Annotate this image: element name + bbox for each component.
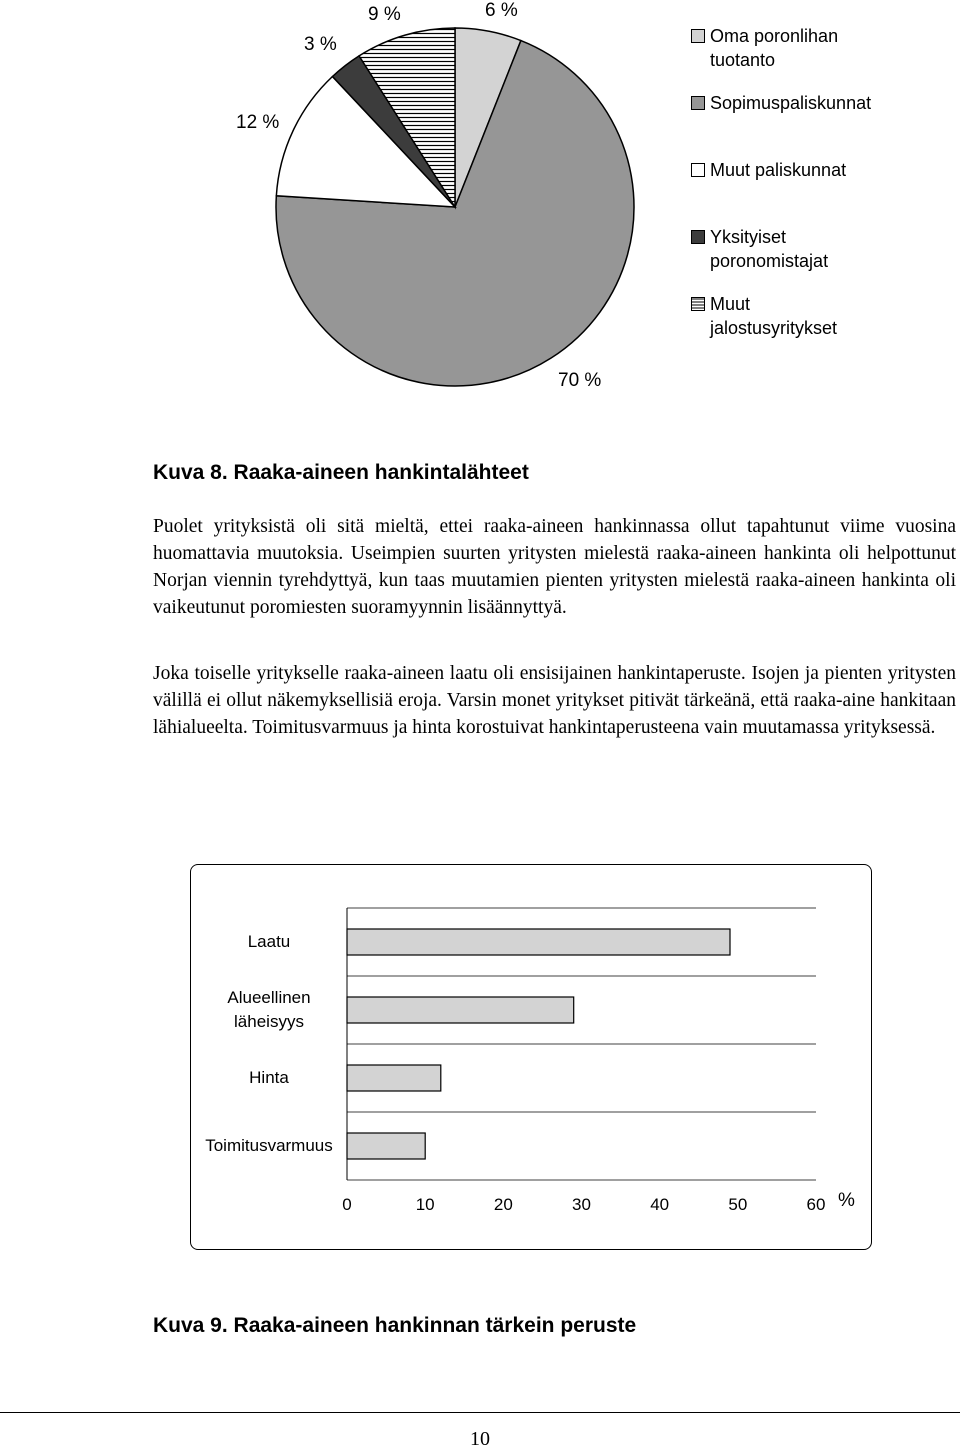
bar-category-label bbox=[199, 1134, 339, 1158]
pie-label-70: 70 % bbox=[558, 370, 602, 391]
figure-caption-9: Kuva 9. Raaka-aineen hankinnan tärkein peruste bbox=[153, 1314, 637, 1337]
bar-category-label-line: Alueellinen bbox=[227, 988, 311, 1007]
legend-label-line: Yksityiset bbox=[710, 227, 787, 247]
x-tick-label: 30 bbox=[572, 1195, 591, 1214]
bar-category-label bbox=[199, 1066, 339, 1090]
paragraph-2: Joka toiselle yritykselle raaka-aineen laatu oli ensisijainen hankintaperuste. Isojen ja pienten yritysten välillä ei ollut näkemyksellisiä eroja. Varsin monet yritykset pitivät tärkeänä, että raaka-aine hankitaan lähialueelta. Toimitusvarmuus ja hinta korostuivat hankintaperusteena vain muutamassa yrityksessä. bbox=[153, 663, 956, 738]
pie-label-3: 3 % bbox=[304, 34, 337, 55]
legend-item-yksityiset-poronomistajat bbox=[691, 225, 890, 273]
legend-label-line: jalostusyritykset bbox=[710, 318, 838, 338]
bar-category-label-line: Hinta bbox=[249, 1068, 289, 1087]
legend-label-line: Muut paliskunnat bbox=[710, 160, 847, 180]
x-tick-label: 50 bbox=[728, 1195, 748, 1214]
paragraph-1: Puolet yrityksistä oli sitä mieltä, ettei raaka-aineen hankinnassa ollut tapahtunut viime vuosina huomattavia muutoksia. Useimpien suurten yritysten mielestä raaka-aineen hankinta oli helpottunut Norjan viennin tyrehdyttyä, kun taas muutamien pienten yritysten mielestä raaka-aineen hankinta oli vaikeutunut poromiesten suoramyynnin lisäännyttyä. bbox=[153, 516, 956, 618]
footer-divider bbox=[0, 1412, 960, 1413]
x-tick-label: 10 bbox=[415, 1195, 435, 1214]
bar-category-label-line: Laatu bbox=[247, 932, 291, 951]
bar-category-label-line: läheisyys bbox=[234, 1012, 304, 1031]
pie-label-9: 9 % bbox=[368, 4, 401, 25]
legend-swatch bbox=[691, 29, 705, 43]
legend-label-line: tuotanto bbox=[710, 50, 776, 70]
legend-swatch-striped bbox=[691, 297, 705, 311]
legend-label-line: poronomistajat bbox=[710, 251, 829, 271]
page-number: 10 bbox=[470, 1428, 490, 1450]
legend-item-muut-jalostusyritykset bbox=[691, 292, 890, 340]
x-tick-label: 20 bbox=[493, 1195, 513, 1214]
x-tick-label: 40 bbox=[650, 1195, 670, 1214]
x-axis-unit-label: % bbox=[838, 1190, 855, 1211]
bar-category-label-line: Toimitusvarmuus bbox=[205, 1136, 333, 1155]
bar-category-label bbox=[199, 986, 339, 1034]
legend-label-line: Sopimuspaliskunnat bbox=[710, 93, 872, 113]
legend-item-muut-paliskunnat bbox=[691, 158, 890, 182]
legend-item-sopimuspaliskunnat bbox=[691, 91, 890, 115]
bar-category-label bbox=[199, 930, 339, 954]
legend-swatch bbox=[691, 163, 705, 177]
figure-caption-8: Kuva 8. Raaka-aineen hankintalähteet bbox=[153, 461, 529, 484]
legend-item-oma-poronlihan-tuotanto bbox=[691, 24, 890, 72]
x-tick-label: 0 bbox=[342, 1195, 352, 1214]
legend-label-line: Muut bbox=[710, 294, 751, 314]
legend-swatch bbox=[691, 96, 705, 110]
pie-label-6: 6 % bbox=[485, 0, 518, 21]
x-tick-label: 60 bbox=[806, 1195, 826, 1214]
legend-swatch bbox=[691, 230, 705, 244]
bar-chart-frame bbox=[190, 864, 872, 1250]
legend-label-line: Oma poronlihan bbox=[710, 26, 839, 46]
pie-label-12: 12 % bbox=[236, 112, 280, 133]
